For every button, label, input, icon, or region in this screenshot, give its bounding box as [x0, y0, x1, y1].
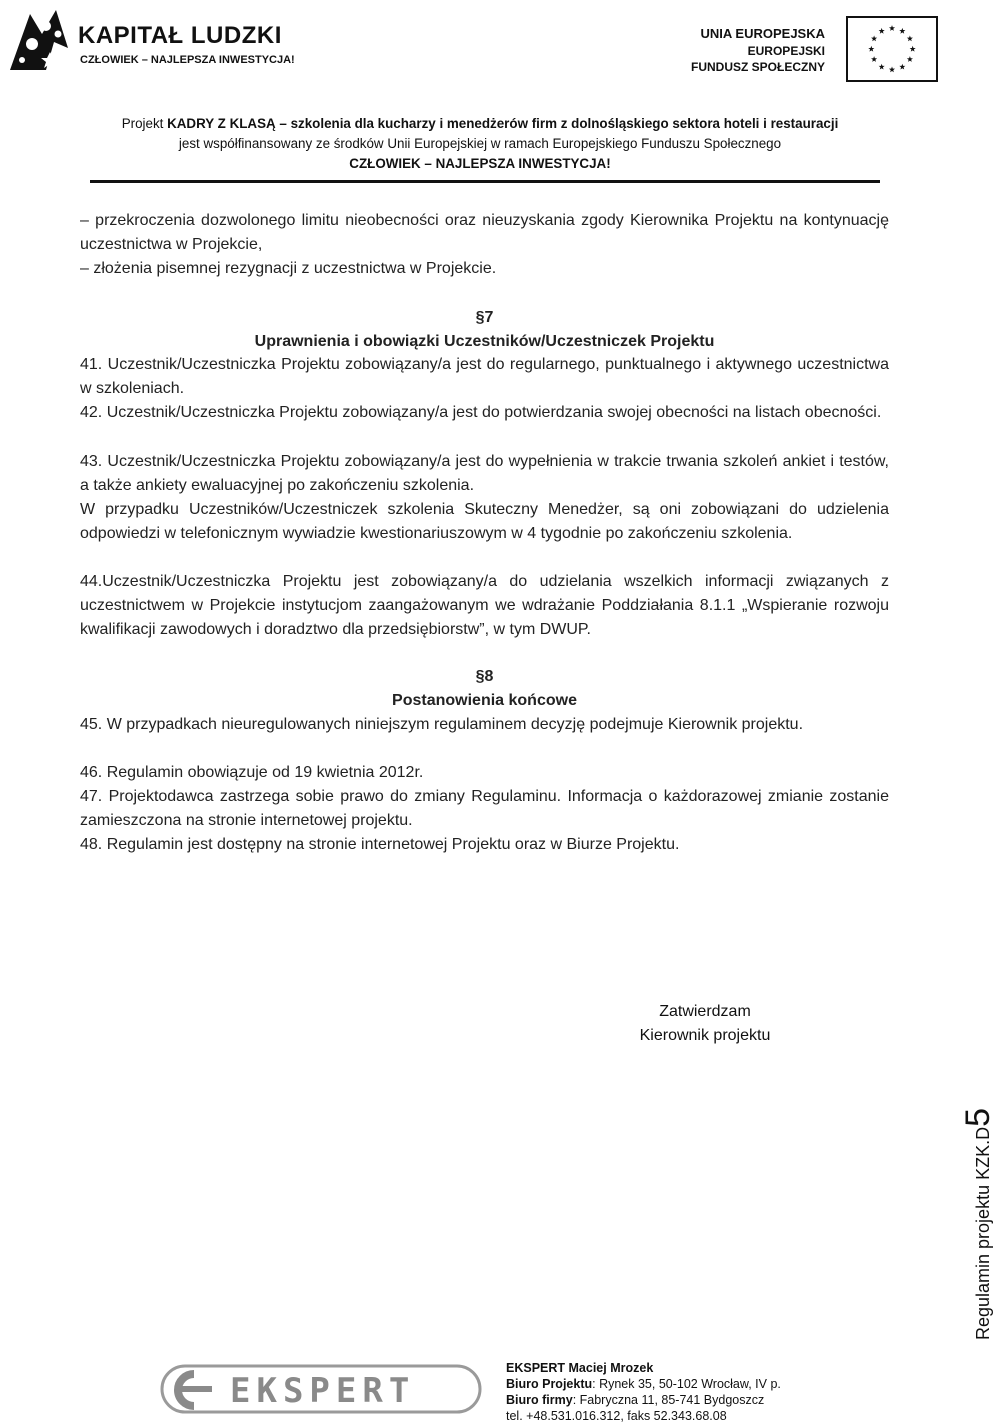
kapital-ludzki-emblem-icon — [6, 4, 76, 74]
section-8-number: §8 — [475, 668, 494, 685]
eu-logo-line2: EUROPEJSKI — [747, 44, 825, 58]
ekspert-phone: tel. +48.531.016.312, faks 52.343.68.08 — [506, 1409, 727, 1423]
section-7-title: Uprawnienia i obowiązki Uczestników/Uczestniczek Projektu — [254, 333, 715, 350]
paragraph-48: 48. Regulamin jest dostępny na stronie internetowej Projektu oraz w Biurze Projektu. — [80, 836, 680, 853]
kapital-ludzki-title: KAPITAŁ LUDZKI — [78, 22, 282, 49]
ekspert-company: EKSPERT Maciej Mrozek — [506, 1361, 654, 1375]
ekspert-office-address: : Rynek 35, 50-102 Wrocław, IV p. — [592, 1377, 781, 1391]
project-prefix: Projekt — [121, 116, 168, 131]
paragraph-41: 41. Uczestnik/Uczestniczka Projektu zobowiązany/a jest do regularnego, punktualnego i aktywnego uczestnictwa w szkoleniach. — [80, 356, 889, 397]
paragraph-46: 46. Regulamin obowiązuje od 19 kwietnia 2012r. — [80, 764, 424, 781]
project-name: KADRY Z KLASĄ – szkolenia dla kucharzy i menedżerów firm z dolnośląskiego sektora hoteli i restauracji — [167, 116, 839, 131]
ekspert-firm-address: : Fabryczna 11, 85-741 Bydgoszcz — [572, 1393, 765, 1407]
ekspert-logo — [160, 1362, 490, 1416]
project-line — [0, 116, 960, 131]
eu-logo-line3: FUNDUSZ SPOŁECZNY — [690, 60, 825, 74]
eu-logo — [690, 16, 940, 84]
eu-star-icon — [871, 35, 877, 41]
ekspert-firm — [506, 1392, 781, 1408]
signature-approved: Zatwierdzam — [659, 1003, 751, 1020]
slogan-line: CZŁOWIEK – NAJLEPSZA INWESTYCJA! — [349, 156, 611, 171]
paragraph-42: 42. Uczestnik/Uczestniczka Projektu zobowiązany/a jest do potwierdzania swojej obecności na listach obecności. — [80, 404, 882, 421]
bullet-absence-limit: – przekroczenia dozwolonego limitu nieobecności oraz nieuzyskania zgody Kierownika Projektu na kontynuację uczestnictwa w Projekcie, — [80, 212, 889, 253]
side-label — [925, 1100, 997, 1340]
eu-star-icon — [868, 46, 874, 52]
ekspert-office — [506, 1376, 781, 1392]
ekspert-contact — [506, 1360, 781, 1424]
paragraph-43: 43. Uczestnik/Uczestniczka Projektu zobowiązany/a jest do wypełnienia w trakcie trwania szkoleń ankiet i testów, a także ankiety ewaluacyjnej po zakończeniu szkolenia. — [80, 453, 889, 494]
ekspert-office-label: Biuro Projektu — [506, 1377, 593, 1391]
eu-star-icon — [871, 56, 877, 62]
kapital-ludzki-logo — [6, 4, 295, 74]
ekspert-logo-text: EKSPERT — [230, 1371, 416, 1411]
ekspert-firm-label: Biuro firmy — [506, 1393, 573, 1407]
eu-star-icon — [910, 46, 916, 52]
eu-star-icon — [907, 56, 913, 62]
section-7-number: §7 — [475, 309, 494, 326]
eu-star-icon — [879, 64, 885, 70]
paragraph-43-note: W przypadku Uczestników/Uczestniczek szkolenia Skuteczny Menedżer, są oni zobowiązani do udzielenia odpowiedzi w telefonicznym wywiadzie kwestionariuszowym w 4 tygodnie po zakończeniu szkolenia. — [80, 501, 889, 542]
page-number: 5 — [959, 1107, 997, 1127]
eu-star-icon — [889, 25, 895, 31]
eu-star-icon — [879, 28, 885, 34]
header-divider — [90, 180, 880, 183]
section-8-title: Postanowienia końcowe — [392, 692, 577, 709]
side-label-text: Regulamin projektu KZK.D — [973, 1126, 993, 1340]
paragraph-45: 45. W przypadkach nieuregulowanych niniejszym regulaminem decyzję podejmuje Kierownik projektu. — [80, 716, 804, 733]
cofinance-line: jest współfinansowany ze środków Unii Europejskiej w ramach Europejskiego Funduszu Społecznego — [178, 136, 782, 151]
signature-role: Kierownik projektu — [639, 1027, 771, 1044]
paragraph-47: 47. Projektodawca zastrzega sobie prawo do zmiany Regulaminu. Informacja o każdorazowej zmianie zostanie zamieszczona na stronie internetowej projektu. — [80, 788, 889, 829]
paragraph-44: 44.Uczestnik/Uczestniczka Projektu jest zobowiązany/a do udzielania wszelkich informacji związanych z uczestnictwem w Projekcie instytucjom zaangażowanym we wdrażanie Poddziałania 8.1.1 „Wspieranie rozwoju kwalifikacji zawodowych i doradztwo dla przedsiębiorstw”, w tym DWUP. — [80, 573, 889, 638]
kapital-ludzki-subtitle: CZŁOWIEK – NAJLEPSZA INWESTYCJA! — [80, 54, 295, 66]
bullet-resignation: – złożenia pisemnej rezygnacji z uczestnictwa w Projekcie. — [80, 260, 497, 277]
eu-star-icon — [899, 28, 905, 34]
ekspert-logo-graphic-icon — [160, 1362, 490, 1416]
eu-star-icon — [899, 64, 905, 70]
eu-logo-line1: UNIA EUROPEJSKA — [700, 26, 825, 41]
eu-flag-icon — [846, 16, 938, 82]
eu-star-icon — [889, 66, 895, 72]
eu-star-icon — [907, 35, 913, 41]
